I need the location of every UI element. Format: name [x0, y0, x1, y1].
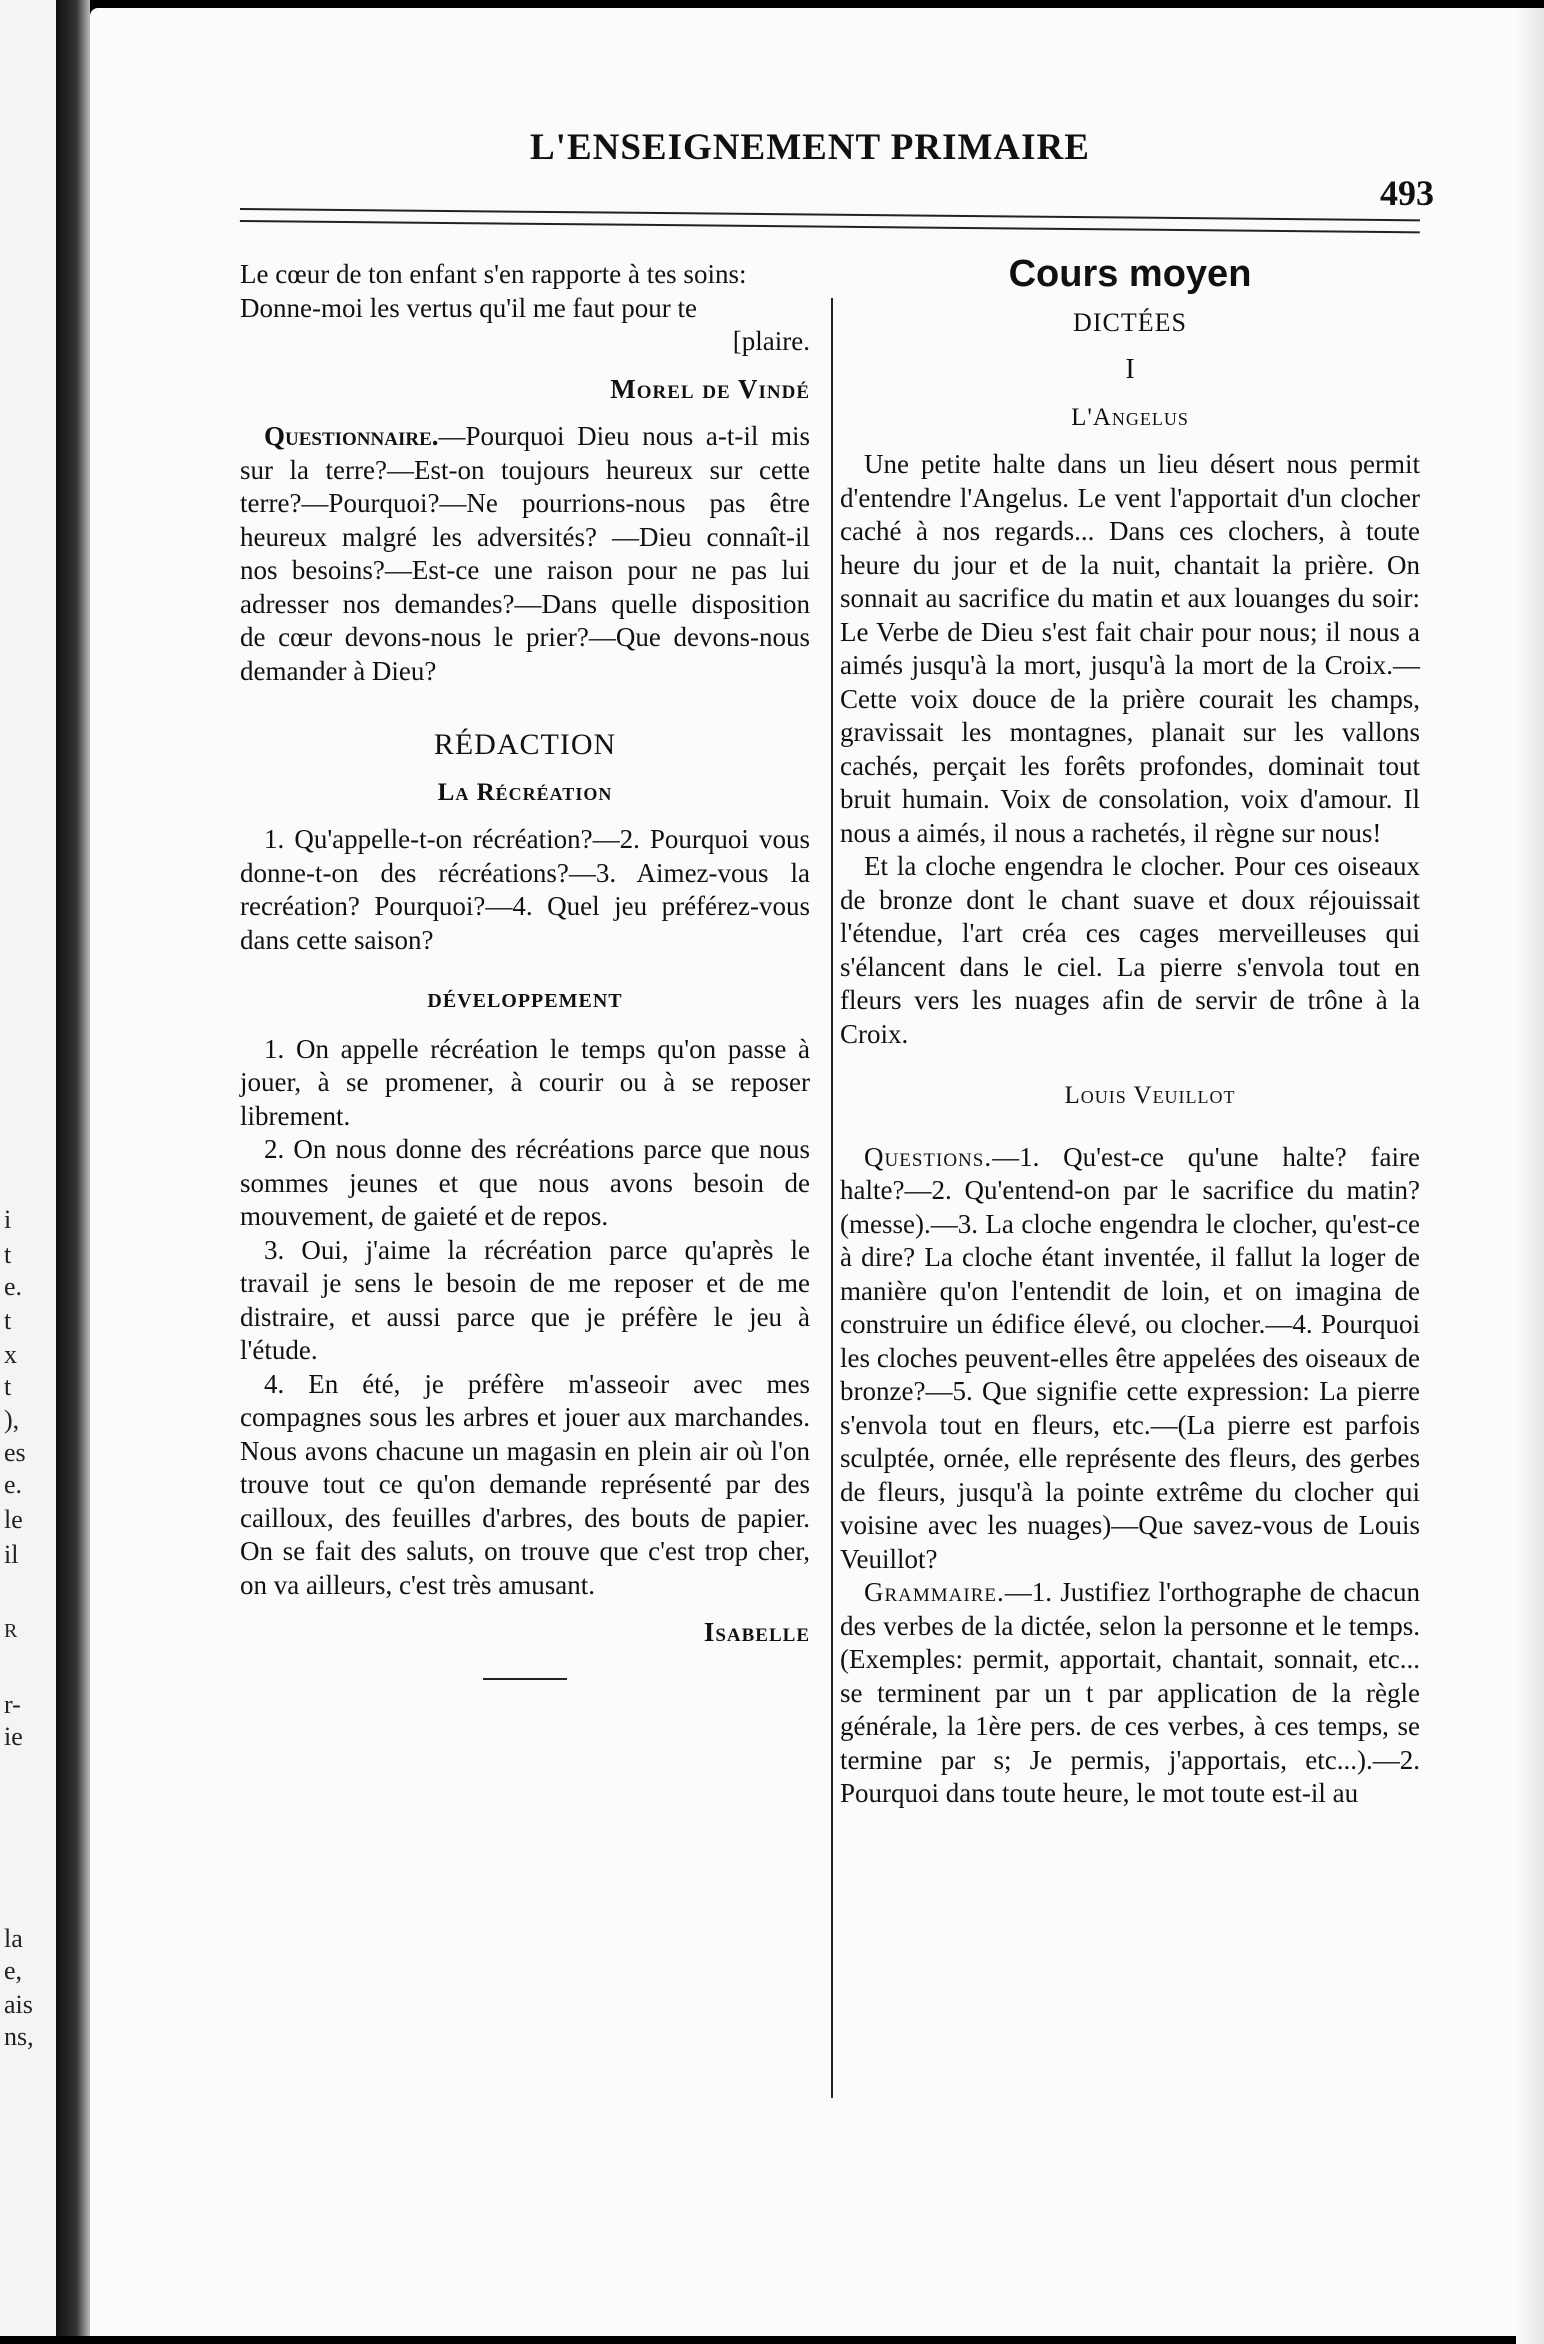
margin-fragment: i: [4, 1205, 12, 1234]
redaction-subtitle: La Récréation: [437, 778, 613, 806]
questions-label: Questions.: [864, 1141, 993, 1172]
right-column: [840, 253, 1420, 1811]
left-column: [240, 258, 810, 1680]
developpement-paragraph: 4. En été, je préfère m'asseoir avec mes compagnes sous les arbres et jouer aux marchandes. Nous avons chacune un magasin en plein air où l'on trouve tout ce qu'on demande représenté par des cailloux, des feuilles d'arbres, des bouts de papier. On se fait des saluts, on trouve que c'est trop cher, on va ailleurs, c'est très amusant.: [240, 1368, 810, 1600]
developpement-paragraph: 3. Oui, j'aime la récréation parce qu'après le travail je sens le besoin de me reposer et de me distraire, et aussi parce que je préfère le jeu à l'étude.: [240, 1234, 810, 1365]
margin-fragment: e.: [4, 1470, 23, 1499]
running-header-title: L'ENSEIGNEMENT PRIMAIRE: [530, 127, 1090, 168]
page: [90, 8, 1544, 2336]
margin-fragment: ie: [4, 1722, 23, 1751]
margin-fragment: ns,: [4, 2022, 34, 2051]
book-spine: [56, 0, 90, 2336]
redaction-questions: 1. Qu'appelle-t-on récréation?—2. Pourquoi vous donne-t-on des récréations?—3. Aimez-vous la recréation? Pourquoi?—4. Quel jeu préférez-vous dans cette saison?: [240, 824, 810, 955]
margin-fragment: e.: [4, 1272, 23, 1301]
dictee-number: I: [1125, 354, 1135, 385]
dictee-title: L'Angelus: [1071, 403, 1189, 431]
cours-title: Cours moyen: [1008, 253, 1252, 295]
poem-author: Morel de Vindé: [610, 373, 810, 404]
questionnaire-text: —Pourquoi Dieu nous a-t-il mis sur la terre?—Est-on toujours heureux sur cette terre?—Pourquoi?—Ne pourrions-nous pas être heureux malgré les adversités? —Dieu connaît-il nos besoins?—Est-ce une raison pour ne pas lui adresser nos demandes?—Dans quelle disposition de cœur devons-nous le prier?—Que devons-nous demander à Dieu?: [240, 421, 810, 686]
grammaire-label: Grammaire.: [864, 1577, 1005, 1607]
column-divider: [831, 298, 833, 2098]
questions-paragraph: [840, 1141, 1420, 1577]
margin-fragment: t: [4, 1306, 12, 1335]
margin-fragment: la: [4, 1924, 23, 1953]
dictee-author: Louis Veuillot: [1064, 1082, 1236, 1109]
developpement-author: Isabelle: [703, 1617, 810, 1647]
margin-fragment: il: [4, 1540, 19, 1569]
margin-fragment: e,: [4, 1956, 23, 1985]
questions-text: —1. Qu'est-ce qu'une halte? faire halte?—2. Qu'entend-on par le sacrifice du matin? (messe).—3. La cloche engendra le clocher, qu'est-ce à dire? La cloche étant inventée, il fallut la loger de manière qu'on l'entendit de loin, et on imagina de construire un édifice élevé, ou clocher.—4. Pourquoi les cloches peuvent-elles être appelées des oiseaux de bronze?—5. Que signifie cette expression: La pierre s'envola tout en fleurs, etc.—(La pierre est parfois sculptée, ornée, elle représente des fleurs, des gerbes de fleurs, jusqu'à la pointe extrême du clocher qui voisine avec les nuages)—Que savez-vous de Louis Veuillot?: [840, 1141, 1420, 1574]
header-double-rule: [240, 208, 1420, 233]
dictees-heading: DICTÉES: [1073, 307, 1187, 337]
developpement-heading: DÉVELOPPEMENT: [427, 990, 623, 1012]
section-separator: [483, 1678, 567, 1680]
grammaire-text: —1. Justifiez l'orthographe de chacun des verbes de la dictée, selon la personne et le temps. (Exemples: permit, apportait, chantait, sonnait, etc... se terminent par un t par application de la règle générale, la 1ère pers. de ces verbes, à ces temps, se termine par s; Je permis, j'apportais, etc...).—2. Pourquoi dans toute heure, le mot toute est-il au: [840, 1577, 1420, 1808]
margin-fragment: ais: [4, 1990, 33, 2019]
margin-fragment: R: [4, 1620, 18, 1642]
adjacent-page-strip: [0, 0, 56, 2336]
questionnaire-paragraph: [240, 420, 810, 688]
margin-fragment: t: [4, 1240, 12, 1269]
developpement-paragraph: 1. On appelle récréation le temps qu'on passe à jouer, à se promener, à courir ou à se reposer librement.: [240, 1033, 810, 1131]
margin-fragment: t: [4, 1372, 12, 1401]
redaction-heading: RÉDACTION: [433, 728, 617, 761]
margin-fragment: ),: [4, 1405, 20, 1434]
poem-line: [plaire.: [732, 326, 810, 356]
questionnaire-label: Questionnaire.: [264, 421, 439, 451]
page-edge-shadow: [1516, 8, 1544, 2344]
poem-line: Donne-moi les vertus qu'il me faut pour te: [240, 292, 698, 323]
developpement-paragraph: 2. On nous donne des récréations parce que nous sommes jeunes et que nous avons besoin de mouvement, de gaieté et de repos.: [240, 1134, 810, 1231]
margin-fragment: le: [4, 1505, 23, 1534]
margin-fragment: x: [4, 1340, 17, 1369]
page-number: 493: [1380, 173, 1434, 213]
grammaire-paragraph: [840, 1576, 1420, 1811]
poem-line: Le cœur de ton enfant s'en rapporte à tes soins:: [240, 259, 747, 289]
margin-fragment: r-: [4, 1690, 21, 1719]
margin-fragment: es: [4, 1438, 26, 1467]
dictee-paragraph: Une petite halte dans un lieu désert nous permit d'entendre l'Angelus. Le vent l'apportait d'un clocher caché à nos regards... Dans ces clochers, à toute heure du jour et de la nuit, chantait la prière. On sonnait au sacrifice du matin et aux louanges du soir: Le Verbe de Dieu s'est fait chair pour nous; il nous a aimés jusqu'à la mort, jusqu'à la mort de la Croix.—Cette voix douce de la prière courait les champs, gravissait les montagnes, planait sur les vallons cachés, perçait les forêts profondes, dominait tout bruit humain. Voix de consolation, voix d'amour. Il nous a aimés, il nous a rachetés, il règne sur nous!: [840, 449, 1420, 848]
dictee-paragraph: Et la cloche engendra le clocher. Pour ces oiseaux de bronze dont le chant suave et doux réjouissait l'étendue, l'art créa ces cages merveilleuses qui s'élancent dans le ciel. La pierre s'envola tout en fleurs vers les nuages afin de servir de trône à la Croix.: [840, 851, 1420, 1049]
